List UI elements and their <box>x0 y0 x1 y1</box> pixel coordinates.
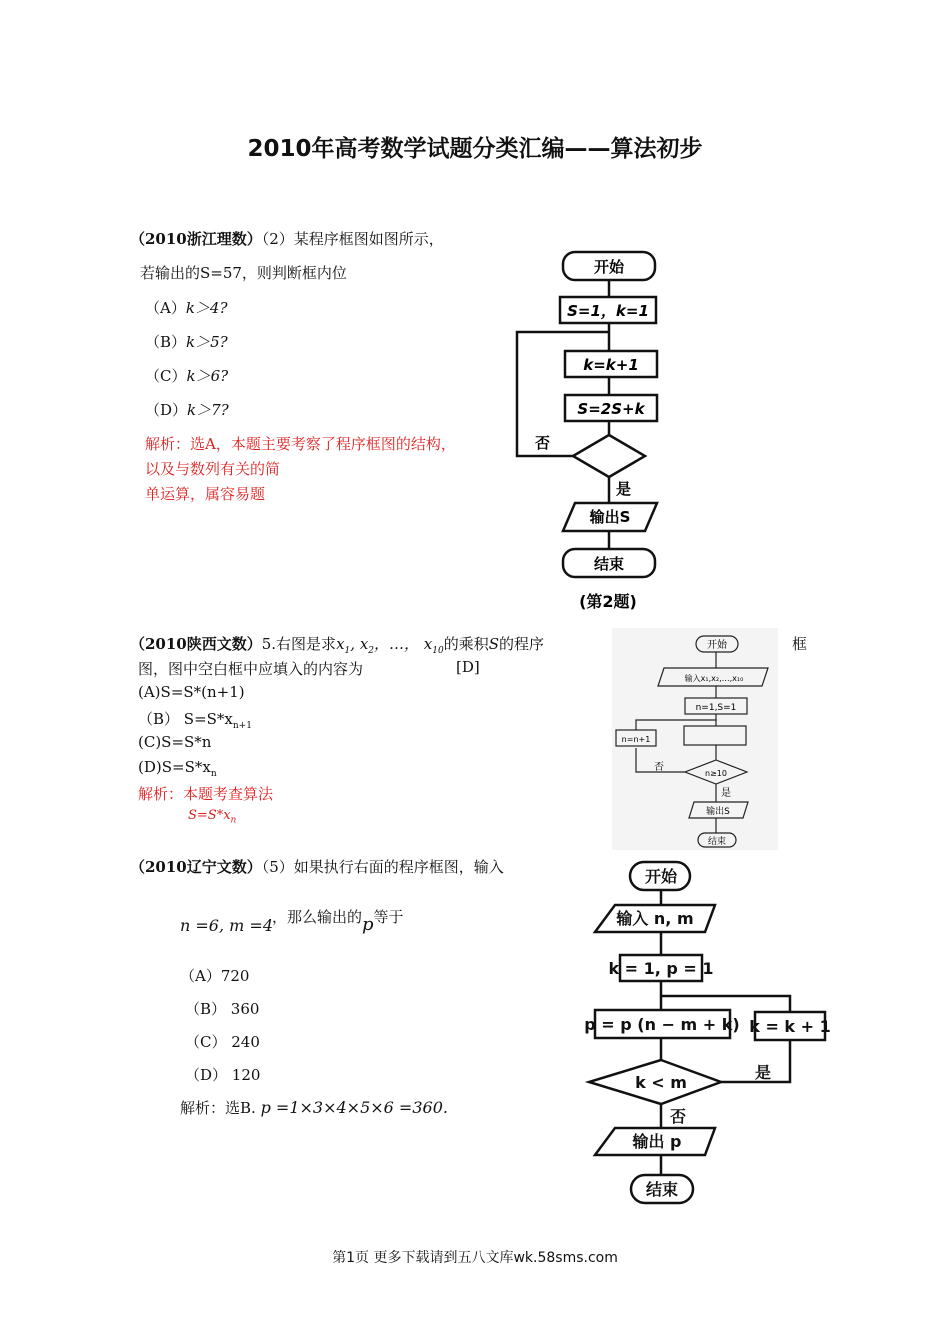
q3-stem2: ，那么输出的p等于 <box>272 908 404 935</box>
q3-flow-no: 否 <box>670 1107 687 1126</box>
page-title: 2010年高考数学试题分类汇编——算法初步 <box>247 136 703 162</box>
q2-analysis: 解析：本题考查算法 <box>138 785 274 803</box>
q3-analysis: 解析：选B. p =1×3×4×5×6 =360. <box>180 1098 448 1117</box>
q1-stem: （2）某程序框图如图所示， <box>261 230 444 248</box>
q2-analysis-formula: $S=S*x_n$ <box>188 808 237 826</box>
page-footer: 第1页 更多下载请到五八文库wk.58sms.com <box>332 1250 618 1266</box>
q1-option-b: （B）k＞5? <box>145 333 228 351</box>
q1-analysis-line3: 单运算，属容易题 <box>145 485 266 503</box>
q3-source: （2010辽宁文数） <box>130 858 262 876</box>
q3-flow-end: 结束 <box>645 1180 679 1199</box>
q1-source: （2010浙江理数） <box>130 230 262 248</box>
q1-analysis-line2: 以及与数列有关的简 <box>145 460 281 478</box>
q2-flow-cond: n≥10 <box>705 769 727 778</box>
q1-option-c: （C）k＞6? <box>145 367 229 385</box>
q3-params: n =6, m =4 <box>180 916 273 935</box>
q2-source: （2010陕西文数） <box>130 635 262 653</box>
q1-flow-caption: (第2题) <box>579 592 637 611</box>
q3-stem-line <box>130 856 504 877</box>
q2-flow-yes: 是 <box>721 788 731 799</box>
q2-option-d: $(D)S=S*x_n$ <box>138 758 217 779</box>
q2-flow-input: 输入x₁,x₂,…,x₁₀ <box>684 674 744 683</box>
q1-flow-no: 否 <box>535 434 551 452</box>
q2-stem2: 图，图中空白框中应填入的内容为 <box>138 660 364 678</box>
q2-flow-output: 输出S <box>706 807 730 817</box>
q3-flow-init: k = 1, p = 1 <box>608 959 714 978</box>
q1-option-a: （A）k＞4? <box>145 299 228 317</box>
q3-option-d: （D） 120 <box>185 1066 261 1084</box>
q2-flow-inc: n=n+1 <box>621 735 651 744</box>
q1-flow-end: 结束 <box>593 555 625 573</box>
q2-answer: [D] <box>456 658 480 676</box>
q3-flow-output: 输出 p <box>632 1132 682 1151</box>
q2-x1: $x_1$, $x_2$，…， $x_{10}$ <box>336 635 444 656</box>
q2-option-c: (C)S=S*n <box>138 733 212 751</box>
q1-stem-line <box>130 228 444 249</box>
q3-flowchart <box>575 850 835 1215</box>
q1-flow-output: 输出S <box>589 508 631 526</box>
q1-stem2: 若输出的S=57，则判断框内位 <box>140 264 347 282</box>
q1-flow-step1: k=k+1 <box>583 356 639 374</box>
q2-flowchart <box>612 628 778 850</box>
q1-flow-start: 开始 <box>593 258 625 276</box>
q2-flow-start: 开始 <box>707 640 727 651</box>
q2-flow-end: 结束 <box>707 837 727 847</box>
q2-stem-frame: 框 <box>792 635 808 653</box>
q3-flow-yes: 是 <box>755 1063 772 1082</box>
q3-flow-calc: p = p (n − m + k) <box>584 1015 740 1034</box>
q1-flow-yes: 是 <box>616 480 632 498</box>
q3-flow-cond: k < m <box>635 1073 687 1092</box>
q3-option-b: （B） 360 <box>185 1000 260 1018</box>
q2-flow-no: 否 <box>654 762 664 773</box>
q1-flow-step2: S=2S+k <box>577 400 645 418</box>
q1-analysis-line1: 解析：选A，本题主要考察了程序框图的结构， <box>145 435 456 453</box>
q3-flow-inc: k = k + 1 <box>749 1017 831 1036</box>
q3-flow-start: 开始 <box>644 867 678 886</box>
q1-flow-diamond <box>573 435 645 477</box>
q2-stem-line: （2010陕西文数）5.右图是求$x_1$, $x_2$，…， $x_{10}$的乘积S的程序 <box>130 635 545 656</box>
q1-flowchart <box>505 240 685 620</box>
q1-flow-init: S=1，k=1 <box>567 302 649 320</box>
q3-flow-input: 输入 n, m <box>616 909 694 928</box>
q3-option-a: （A）720 <box>180 967 250 985</box>
q1-option-d: （D）k＞7? <box>145 401 229 419</box>
q2-flow-init: n=1,S=1 <box>695 703 737 713</box>
q3-option-c: （C） 240 <box>185 1033 260 1051</box>
q2-option-a: (A)S=S*(n+1) <box>138 683 245 701</box>
q3-stem: （5）如果执行右面的程序框图，输入 <box>261 858 504 876</box>
q2-option-b: （B） $S=S*x_{n+1}$ <box>138 710 252 731</box>
